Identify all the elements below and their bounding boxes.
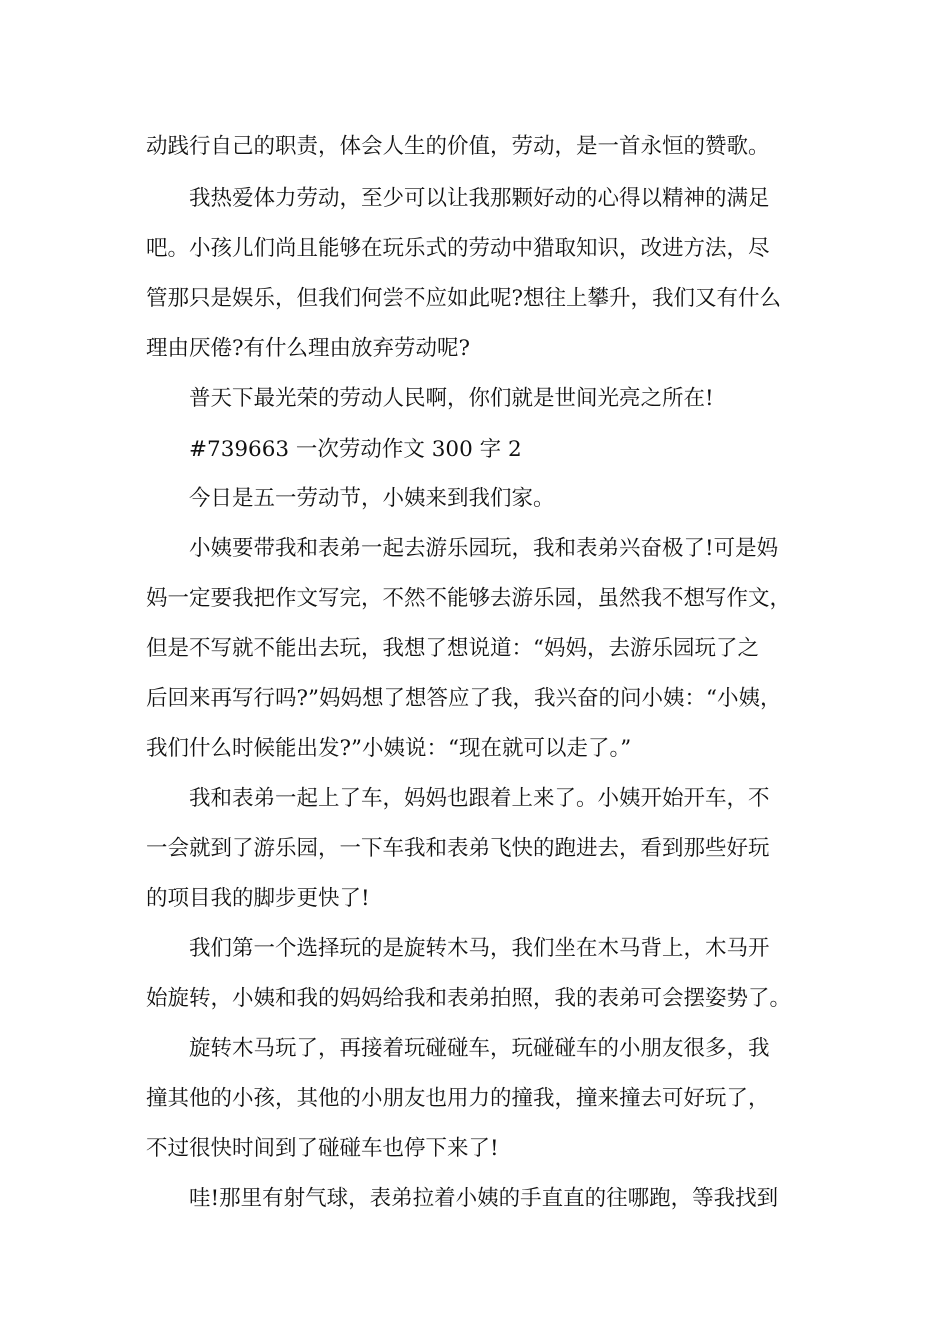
text-line: 始旋转，小姨和我的妈妈给我和表弟拍照，我的表弟可会摆姿势了。 bbox=[146, 986, 792, 1011]
paragraph-start-line: 哇!那里有射气球，表弟拉着小姨的手直直的往哪跑，等我找到 bbox=[189, 1186, 779, 1211]
text-line: 我们什么时候能出发?”小姨说：“现在就可以走了。” bbox=[146, 736, 632, 761]
text-line: 但是不写就不能出去玩，我想了想说道：“妈妈，去游乐园玩了之 bbox=[146, 636, 759, 661]
paragraph-start-line: 我们第一个选择玩的是旋转木马，我们坐在木马背上，木马开 bbox=[189, 936, 770, 961]
text-line: 后回来再写行吗?”妈妈想了想答应了我，我兴奋的问小姨：“小姨， bbox=[146, 686, 782, 711]
text-line: 撞其他的小孩，其他的小朋友也用力的撞我，撞来撞去可好玩了， bbox=[146, 1086, 770, 1111]
paragraph-start-line: 我热爱体力劳动，至少可以让我那颗好动的心得以精神的满足 bbox=[189, 186, 770, 211]
text-line: 管那只是娱乐，但我们何尝不应如此呢?想往上攀升，我们又有什么 bbox=[146, 286, 782, 311]
text-line: 一会就到了游乐园，一下车我和表弟飞快的跑进去，看到那些好玩 bbox=[146, 836, 770, 861]
section-heading: #739663 一次劳动作文 300 字 2 bbox=[189, 437, 522, 462]
text-line: 吧。小孩儿们尚且能够在玩乐式的劳动中猎取知识，改进方法，尽 bbox=[146, 236, 770, 261]
paragraph-start-line: 我和表弟一起上了车，妈妈也跟着上来了。小姨开始开车，不 bbox=[189, 786, 770, 811]
text-line: 动践行自己的职责，体会人生的价值，劳动，是一首永恒的赞歌。 bbox=[146, 134, 770, 159]
text-line: 妈一定要我把作文写完，不然不能够去游乐园，虽然我不想写作文， bbox=[146, 586, 792, 611]
paragraph-start-line: 旋转木马玩了，再接着玩碰碰车，玩碰碰车的小朋友很多，我 bbox=[189, 1036, 770, 1061]
paragraph-start-line: 小姨要带我和表弟一起去游乐园玩，我和表弟兴奋极了!可是妈 bbox=[189, 536, 779, 561]
paragraph-start-line: 今日是五一劳动节，小姨来到我们家。 bbox=[189, 486, 555, 511]
paragraph-start-line: 普天下最光荣的劳动人民啊，你们就是世间光亮之所在! bbox=[189, 386, 714, 411]
text-line: 理由厌倦?有什么理由放弃劳动呢? bbox=[146, 336, 471, 361]
text-line: 的项目我的脚步更快了! bbox=[146, 886, 370, 911]
text-line: 不过很快时间到了碰碰车也停下来了! bbox=[146, 1136, 499, 1161]
